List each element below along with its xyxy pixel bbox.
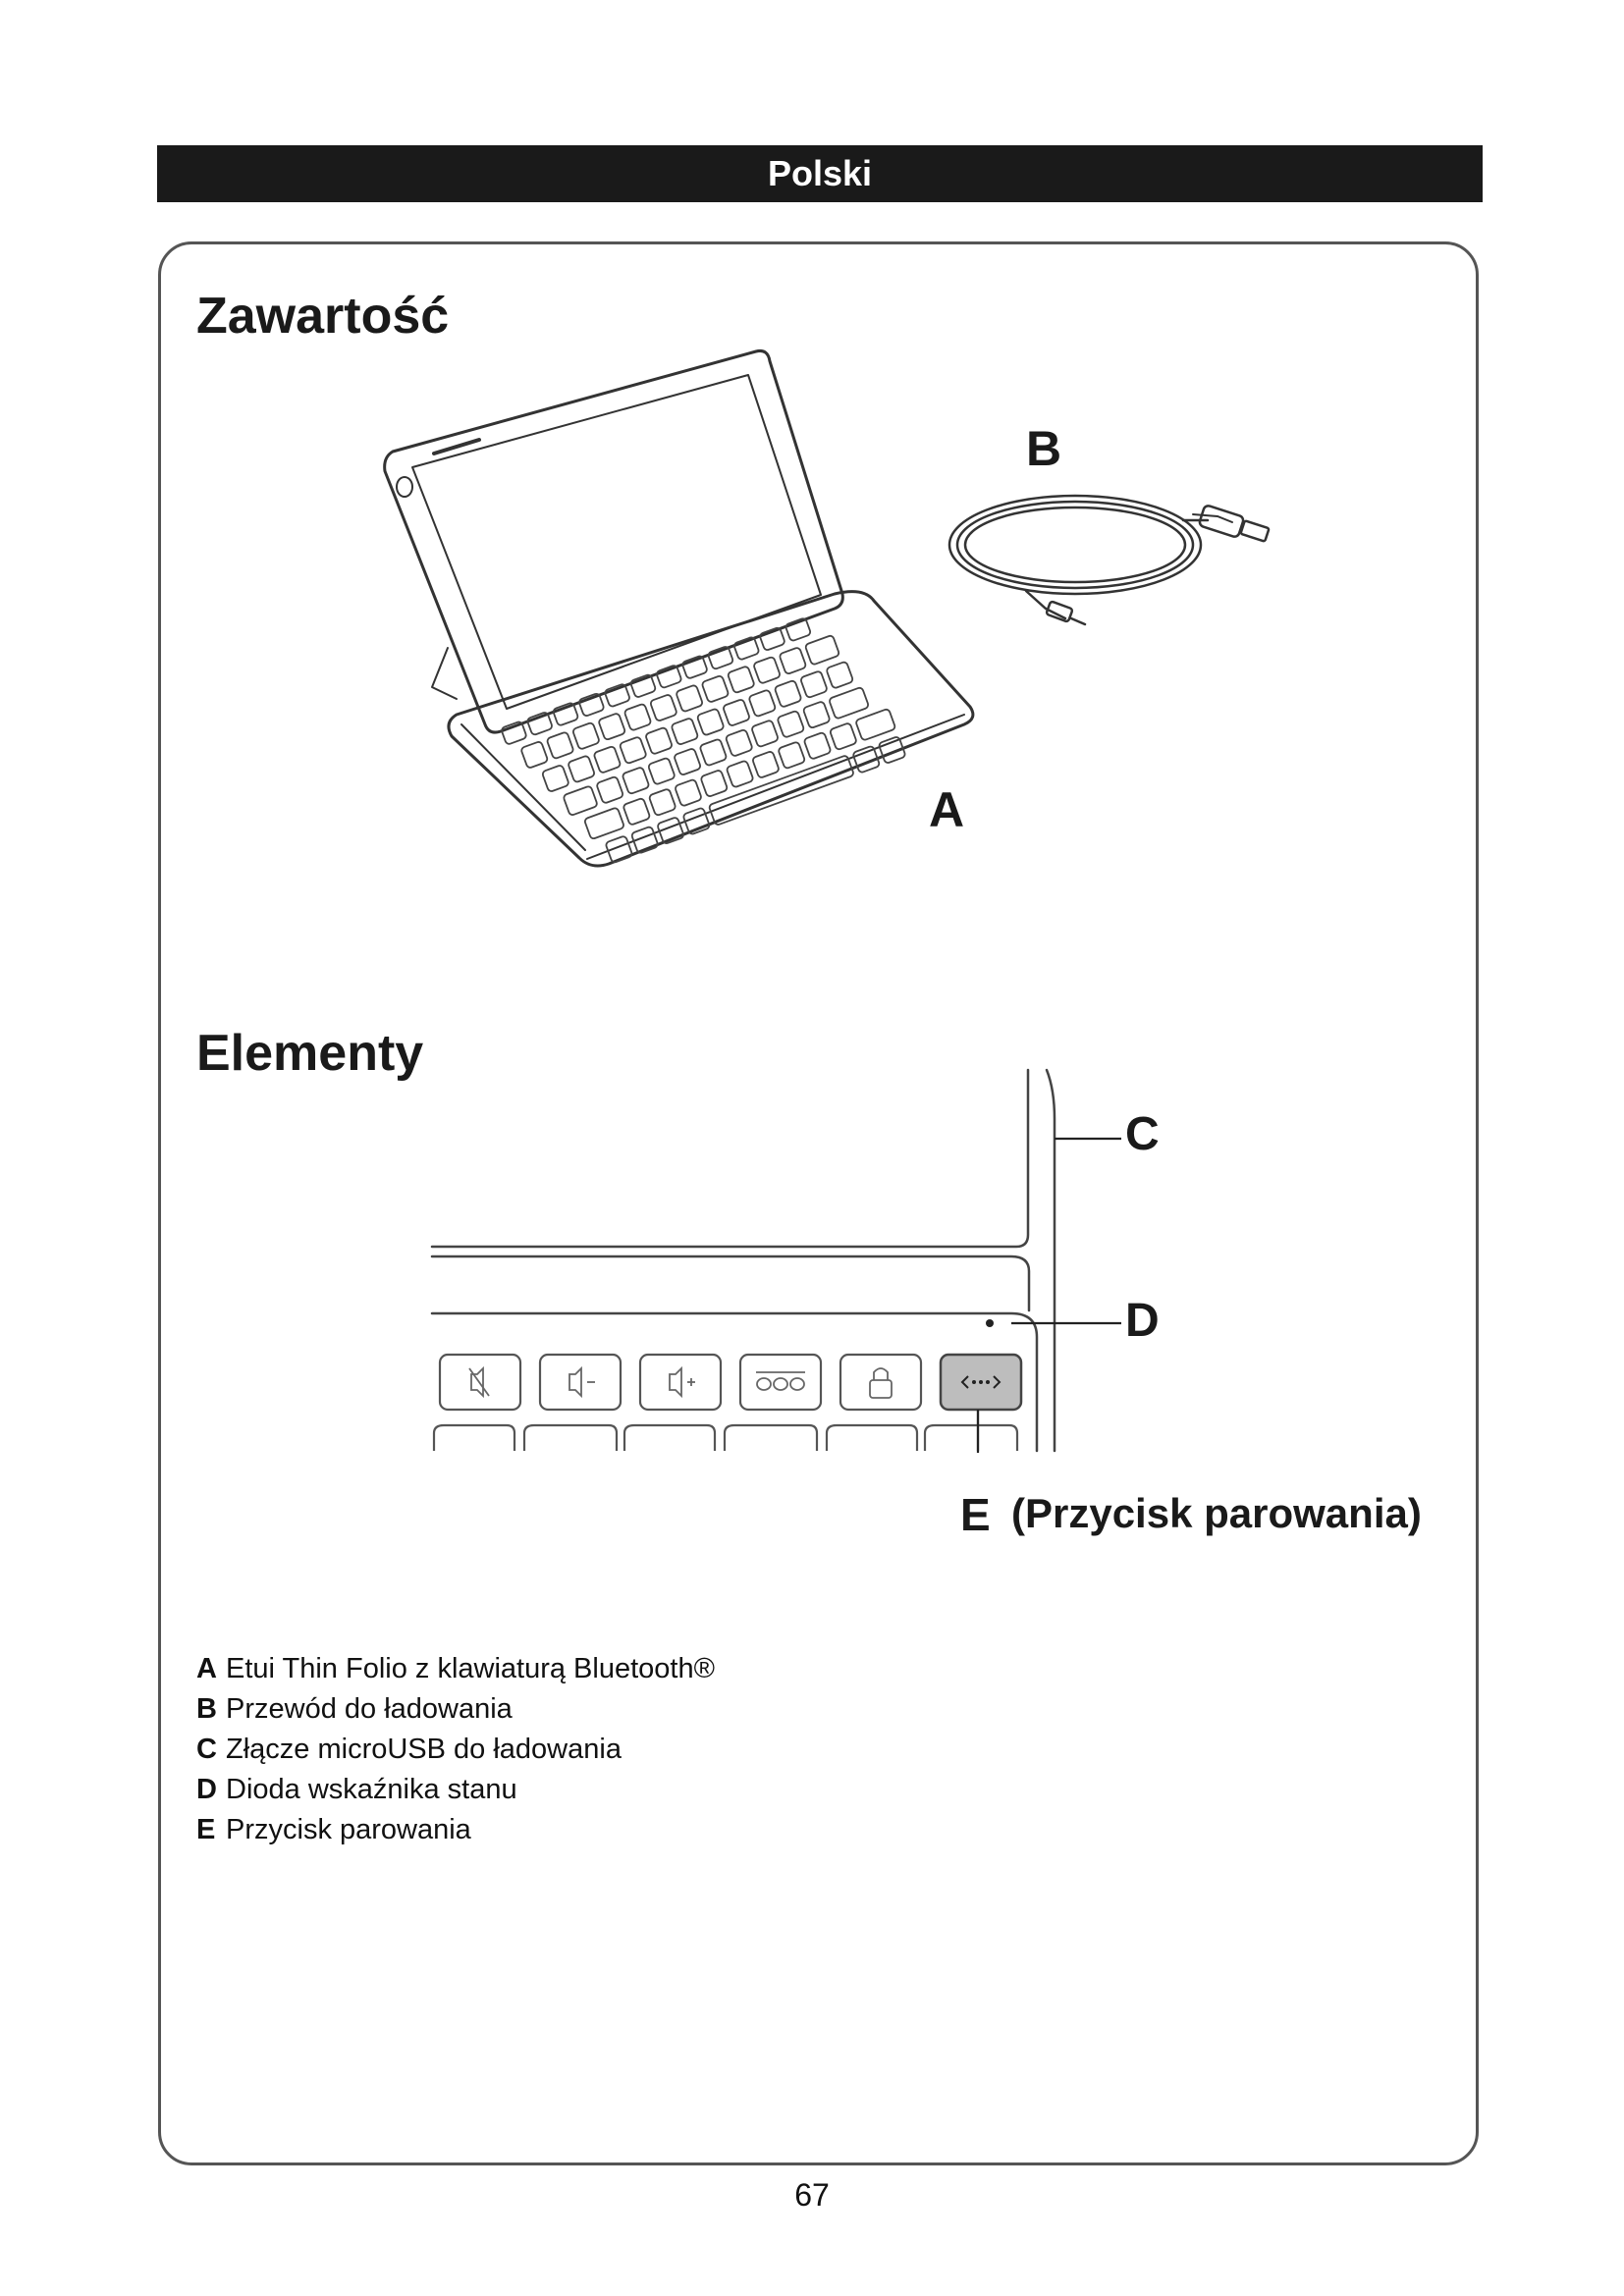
parts-legend <box>196 1649 715 1850</box>
callout-b: B <box>1026 421 1062 476</box>
legend-item: A Etui Thin Folio z klawiaturą Bluetooth® <box>196 1653 715 1684</box>
charging-cable-illustration <box>938 481 1301 648</box>
callout-a: A <box>929 782 965 837</box>
keyboard-detail-illustration <box>422 1060 1168 1453</box>
callout-d: D <box>1125 1295 1160 1347</box>
legend-item: C Złącze microUSB do ładowania <box>196 1734 622 1765</box>
page-number: 67 <box>794 2177 830 2213</box>
legend-item: E Przycisk parowania <box>196 1814 471 1845</box>
legend-item: B Przewód do ładowania <box>196 1693 513 1725</box>
language-header-bar <box>157 145 1483 202</box>
keyboard-folio-illustration <box>363 334 1001 942</box>
parts-heading: Elementy <box>196 1025 424 1082</box>
legend-item: D Dioda wskaźnika stanu <box>196 1774 517 1805</box>
callout-c: C <box>1125 1108 1160 1160</box>
callout-e: E <box>960 1489 991 1540</box>
contents-heading: Zawartość <box>196 288 450 345</box>
language-label: Polski <box>767 153 873 193</box>
callout-e-label: (Przycisk parowania) <box>1011 1490 1422 1536</box>
